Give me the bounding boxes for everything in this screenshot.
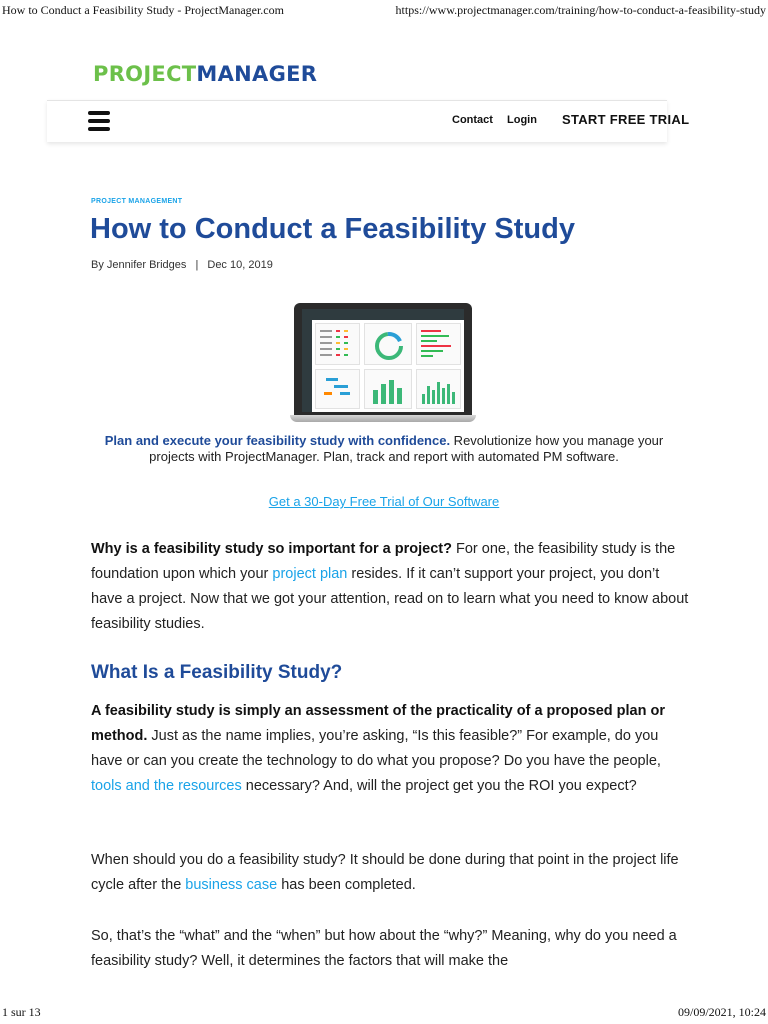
print-header xyxy=(0,0,768,20)
definition-paragraph xyxy=(91,699,691,799)
article-byline xyxy=(91,259,273,271)
business-case-link[interactable]: business case xyxy=(185,877,278,893)
site-logo[interactable] xyxy=(93,62,317,86)
timing-text-a: When should you do a feasibility study? It should be done during that point in the project life cycle after the xyxy=(91,852,679,893)
laptop-bezel xyxy=(294,303,472,416)
article-category[interactable]: PROJECT MANAGEMENT xyxy=(91,198,183,205)
intro-text-a: For one, the feasibility study is the foundation upon which your xyxy=(91,541,676,582)
free-trial-link[interactable]: Get a 30-Day Free Trial of Our Software xyxy=(268,494,500,509)
top-navbar xyxy=(47,100,690,142)
laptop-base xyxy=(290,415,476,422)
tools-resources-link[interactable]: tools and the resources xyxy=(91,778,242,794)
dashboard-screenshot xyxy=(302,309,464,412)
definition-text-b: necessary? And, will the project get you the ROI you expect? xyxy=(241,778,637,794)
definition-bold: A feasibility study is simply an assessment of the practicality of a proposed plan or method. xyxy=(91,703,665,744)
print-page-number: 1 sur 13 xyxy=(2,1005,41,1019)
timing-paragraph xyxy=(91,848,691,898)
article-author: By Jennifer Bridges xyxy=(91,259,187,271)
byline-separator: | xyxy=(195,259,199,271)
print-url: https://www.projectmanager.com/training/how-to-conduct-a-feasibility-study xyxy=(395,3,766,17)
project-plan-link[interactable]: project plan xyxy=(272,566,348,582)
promo-body: Revolutionize how you manage your projects with ProjectManager. Plan, track and report with automated PM software. xyxy=(149,433,664,464)
article-date: Dec 10, 2019 xyxy=(207,259,273,271)
hamburger-menu-icon[interactable] xyxy=(88,111,110,131)
print-footer xyxy=(0,1004,768,1024)
logo-part-project: PROJECT xyxy=(93,62,197,86)
software-laptop-image[interactable] xyxy=(290,303,476,423)
print-doc-title: How to Conduct a Feasibility Study - ProjectManager.com xyxy=(2,3,284,17)
intro-question: Why is a feasibility study so important for a project? xyxy=(91,541,452,557)
intro-paragraph xyxy=(91,537,691,637)
logo-part-manager: MANAGER xyxy=(196,62,318,86)
print-datetime: 09/09/2021, 10:24 xyxy=(677,1005,766,1019)
article-title: How to Conduct a Feasibility Study xyxy=(90,213,575,245)
free-trial-link-wrap xyxy=(0,494,768,509)
promo-headline: Plan and execute your feasibility study with confidence. xyxy=(104,433,451,448)
timing-text-b: has been completed. xyxy=(277,877,416,893)
nav-contact-link[interactable]: Contact xyxy=(452,114,493,126)
definition-text-a: Just as the name implies, you’re asking, “Is this feasible?” For example, do you have or can you create the technology to do what you propose? Do you have the people, xyxy=(91,728,661,769)
promo-text xyxy=(96,433,672,465)
nav-login-link[interactable]: Login xyxy=(507,114,537,126)
section-heading: What Is a Feasibility Study? xyxy=(91,662,343,683)
why-paragraph: So, that’s the “what” and the “when” but how about the “why?” Meaning, why do you need a feasibility study? Well, it determines the factors that will make the xyxy=(91,928,677,969)
intro-text-b: resides. If it can’t support your project, you don’t have a project. Now that we got your attention, read on to learn what you need to know about feasibility studies. xyxy=(91,566,689,632)
start-free-trial-button[interactable]: START FREE TRIAL xyxy=(562,112,690,127)
